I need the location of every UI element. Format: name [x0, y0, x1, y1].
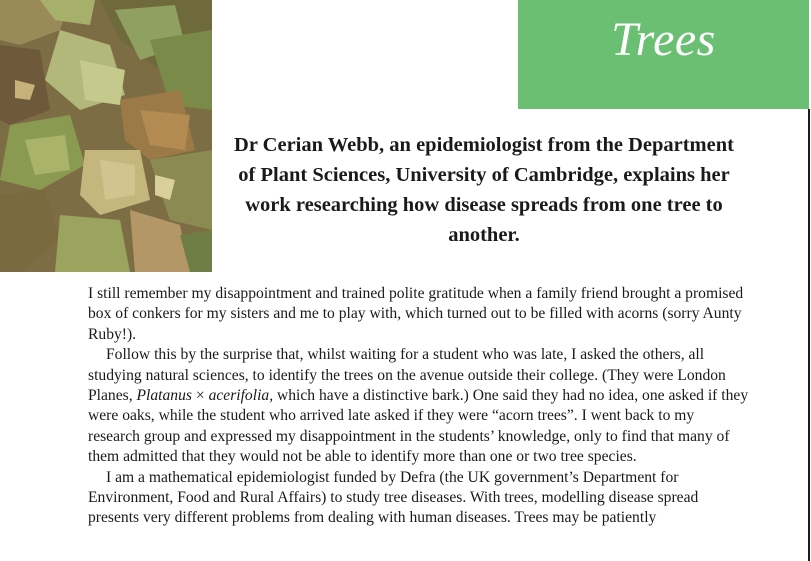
- paragraph-2-part2: ×: [191, 387, 209, 405]
- paragraph-2-part3: which have a distinctive bark.) One said they had no idea, one asked if they were oaks, while the student who arrived late asked if they were “acorn trees”. I went back to my research group and expressed my disappointment in the students’ knowledge, only to find that many of them admitted that they would not be able to identify more than one or two tree species.: [88, 387, 749, 466]
- section-title: Trees: [611, 13, 716, 66]
- species-epithet: acerifolia,: [208, 387, 274, 405]
- section-banner: [518, 0, 809, 109]
- page-edge-rule: [808, 109, 810, 561]
- paragraph-2-part1: Follow this by the surprise that, whilst waiting for a student who was late, I asked the others, all studying natural sciences, to identify the trees on the avenue outside their college. (They were London Planes,: [88, 346, 726, 405]
- plane-tree-bark-image: [0, 0, 212, 272]
- bark-photo: [0, 0, 212, 272]
- article-body: [88, 284, 750, 529]
- paragraph-3: I am a mathematical epidemiologist funded by Defra (the UK government’s Department for Environment, Food and Rural Affairs) to study tree diseases. With trees, modelling disease spread presents very different problems from dealing with human diseases. Trees may be patiently: [88, 468, 699, 527]
- article-standfirst: Dr Cerian Webb, an epidemiologist from the Department of Plant Sciences, University of Cambridge, explains her work researching how disease spreads from one tree to another.: [234, 134, 734, 246]
- paragraph-1: I still remember my disappointment and trained polite gratitude when a family friend brought a promised box of conkers for my sisters and me to play with, which turned out to be filled with acorns (sorry Aunty Ruby!).: [88, 285, 744, 343]
- paragraph-2: [88, 345, 750, 467]
- species-genus: Platanus: [136, 387, 192, 405]
